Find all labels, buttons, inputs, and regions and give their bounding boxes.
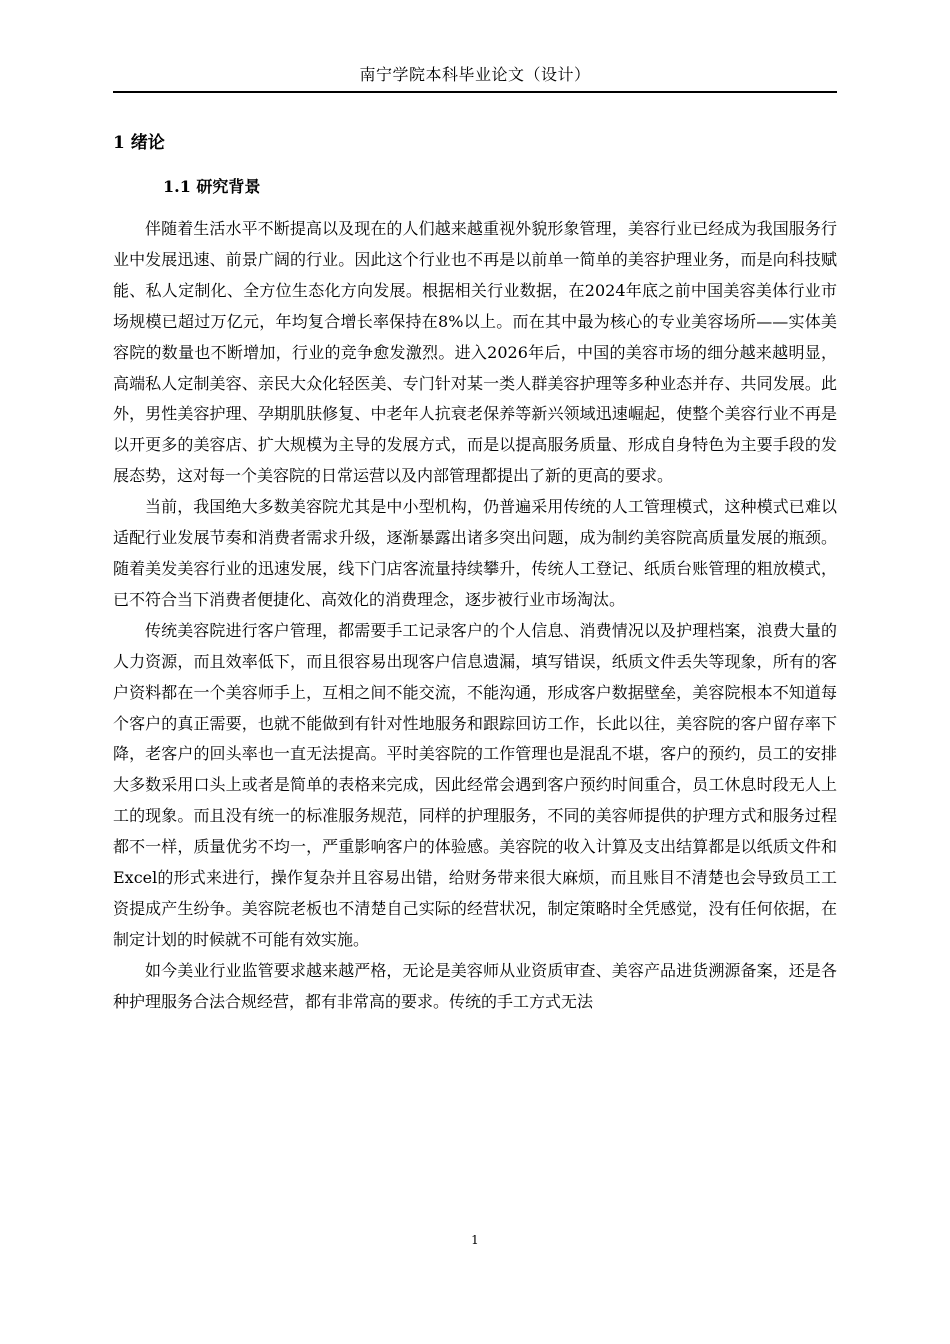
paragraph: 当前，我国绝大多数美容院尤其是中小型机构，仍普遍采用传统的人工管理模式，这种模式已难以适配行业发展节奏和消费者需求升级，逐渐暴露出诸多突出问题，成为制约美容院高质量发展的瓶颈。随着美发美容行业的迅速发展，线下门店客流量持续攀升，传统人工登记、纸质台账管理的粗放模式，已不符合当下消费者便捷化、高效化的消费理念，逐步被行业市场淘汰。 [113,497,837,609]
header-rule [113,91,837,93]
paragraph: 伴随着生活水平不断提高以及现在的人们越来越重视外貌形象管理，美容行业已经成为我国服务行业中发展迅速、前景广阔的行业。因此这个行业也不再是以前单一简单的美容护理业务，而是向科技赋能、私人定制化、全方位生态化方向发展。根据相关行业数据，在2024年底之前中国美容美体行业市场规模已超过万亿元，年均复合增长率保持在8%以上。而在其中最为核心的专业美容场所——实体美容院的数量也不断增加，行业的竞争愈发激烈。进入2026年后，中国的美容市场的细分越来越明显，高端私人定制美容、亲民大众化轻医美、专门针对某一类人群美容护理等多种业态并存、共同发展。此外，男性美容护理、孕期肌肤修复、中老年人抗衰老保养等新兴领域迅速崛起，使整个美容行业不再是以开更多的美容店、扩大规模为主导的发展方式，而是以提高服务质量、形成自身特色为主要手段的发展态势，这对每一个美容院的日常运营以及内部管理都提出了新的更高的要求。 [113,219,837,486]
body-text [113,214,837,1018]
paragraph: 传统美容院进行客户管理，都需要手工记录客户的个人信息、消费情况以及护理档案，浪费大量的人力资源，而且效率低下，而且很容易出现客户信息遗漏，填写错误，纸质文件丢失等现象，所有的客户资料都在一个美容师手上，互相之间不能交流，不能沟通，形成客户数据壁垒，美容院根本不知道每个客户的真正需要，也就不能做到有针对性地服务和跟踪回访工作，长此以往，美容院的客户留存率下降，老客户的回头率也一直无法提高。平时美容院的工作管理也是混乱不堪，客户的预约，员工的安排大多数采用口头上或者是简单的表格来完成，因此经常会遇到客户预约时间重合，员工休息时段无人上工的现象。而且没有统一的标准服务规范，同样的护理服务，不同的美容师提供的护理方式和服务过程都不一样，质量优劣不均一，严重影响客户的体验感。美容院的收入计算及支出结算都是以纸质文件和Excel的形式来进行，操作复杂并且容易出错，给财务带来很大麻烦，而且账目不清楚也会导致员工工资提成产生纷争。美容院老板也不清楚自己实际的经营状况，制定策略时全凭感觉，没有任何依据，在制定计划的时候就不可能有效实施。 [113,620,837,949]
section-heading: 1.1 研究背景 [163,177,261,196]
paragraph: 如今美业行业监管要求越来越严格，无论是美容师从业资质审查、美容产品进货溯源备案，还是各种护理服务合法合规经营，都有非常高的要求。传统的手工方式无法 [113,960,837,1011]
chapter-heading: 1 绪论 [113,133,165,153]
running-header: 南宁学院本科毕业论文（设计） [359,65,591,84]
page-number: 1 [471,1233,479,1247]
